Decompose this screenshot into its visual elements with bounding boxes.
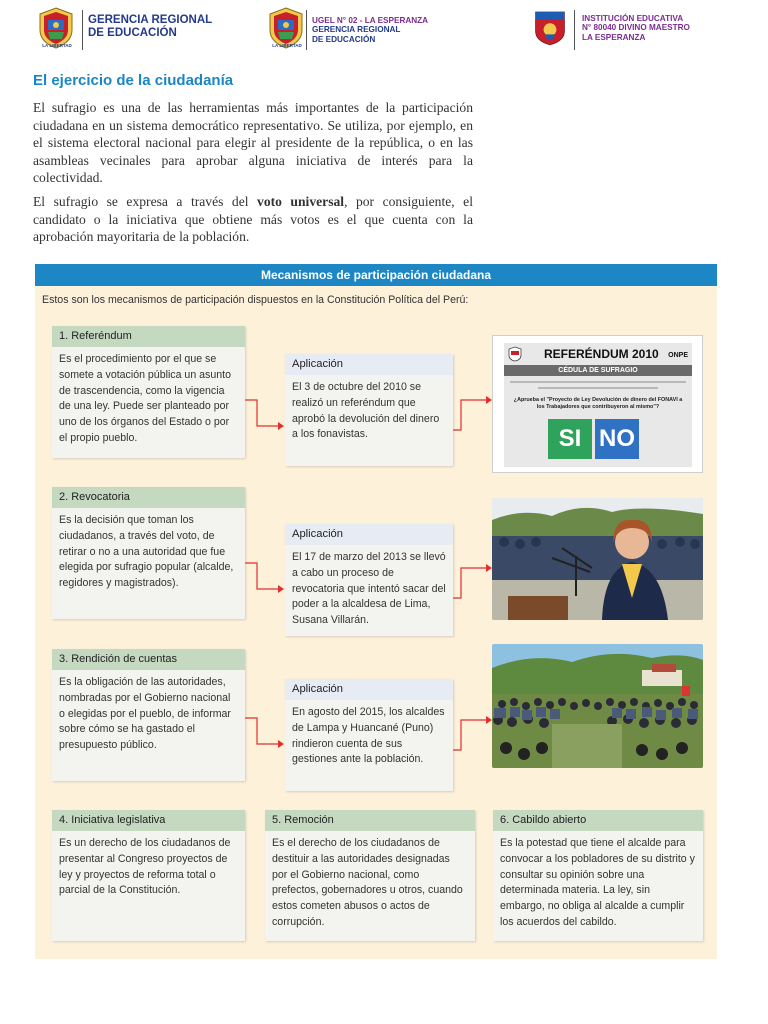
application-title: Aplicación — [285, 679, 453, 700]
referendum-ballot-image — [492, 335, 703, 473]
mechanism-card-cabildo — [493, 810, 703, 941]
panel-intro: Estos son los mecanismos de participación dispuestos en la Constitución Política del Perú: — [42, 294, 469, 306]
card-text: Es el derecho de los ciudadanos de destituir a las autoridades designadas por el Gobierno nacional, como prefectos, gobernadores u otros, cuando estos cometen abusos o actos de corrupción. — [272, 837, 463, 928]
header-gerencia-regional — [36, 6, 236, 54]
ballot-title: REFERÉNDUM 2010 — [544, 347, 659, 361]
card-text: Es la decisión que toman los ciudadanos, a través del voto, de retirar o no a una autoridad que fue elegida por sufragio popular (alcalde, regidores y magistrados). — [59, 514, 234, 590]
arrow-icon — [453, 712, 493, 756]
application-text: En agosto del 2015, los alcaldes de Lampa y Huancané (Puno) rindieron cuenta de sus gestiones ante la población. — [292, 706, 445, 766]
application-box-revocatoria — [285, 524, 453, 636]
application-text: El 17 de marzo del 2013 se llevó a cabo un proceso de revocatoria que intentó sacar del poder a la alcaldesa de Lima, Susana Villarán. — [292, 551, 446, 627]
bold-term: voto universal — [257, 194, 345, 209]
card-title: 2. Revocatoria — [52, 487, 245, 508]
header-line: LA ESPERANZA — [582, 32, 646, 42]
header-line: GERENCIA REGIONAL — [88, 14, 213, 26]
mechanisms-panel — [35, 264, 717, 959]
ballot-sheet — [504, 343, 692, 467]
intro-paragraph — [33, 193, 473, 246]
header-divider — [82, 10, 83, 50]
section-title: El ejercicio de la ciudadanía — [33, 72, 234, 89]
header-title — [582, 14, 690, 42]
header-line: N° 80040 DIVINO MAESTRO — [582, 23, 690, 33]
card-text: Es un derecho de los ciudadanos de presentar al Congreso proyectos de ley y proyectos de reforma total o parcial de la Constitución. — [59, 837, 231, 897]
card-text: Es el procedimiento por el que se somete a votación pública un asunto de trascendencia, como la vigencia de una ley. Puede ser planteado por uno de los órganos del Estado o por el propio pueblo. — [59, 353, 231, 444]
header-ugel — [266, 6, 476, 54]
application-title: Aplicación — [285, 524, 453, 545]
panel-title: Mecanismos de participación ciudadana — [35, 264, 717, 286]
header-institucion — [534, 6, 734, 54]
arrow-icon — [453, 560, 493, 604]
ballot-no-option: NO — [595, 419, 639, 459]
card-title: 4. Iniciativa legislativa — [52, 810, 245, 831]
mayor-speech-photo — [492, 498, 703, 620]
public-assembly-photo — [492, 644, 703, 768]
mechanism-card-referendum — [52, 326, 245, 458]
application-title: Aplicación — [285, 354, 453, 375]
intro-paragraph: El sufragio es una de las herramientas más importantes de la participación ciudadana en un sistema democrático representativo. Se utiliza, por ejemplo, en el sistema electoral nacional para elegir al presidente de la república, o en las asambleas vecinales para aprobar alguna iniciativa de interés para la colectividad. — [33, 100, 473, 185]
paragraph-text: El sufragio se expresa a través del — [33, 194, 258, 209]
ballot-line — [510, 381, 686, 383]
application-box-rendicion — [285, 679, 453, 791]
onpe-logo: ONPE — [668, 352, 688, 359]
header-line: GERENCIA REGIONAL — [312, 25, 401, 35]
school-shield-icon — [534, 8, 566, 48]
application-text: El 3 de octubre del 2010 se realizó un referéndum que aprobó la devolución del dinero a los fonavistas. — [292, 381, 440, 441]
logo-caption: LA LIBERTAD — [272, 43, 302, 48]
ballot-line — [538, 387, 658, 389]
arrow-icon — [245, 714, 285, 754]
application-box-referendum — [285, 354, 453, 466]
header-divider — [306, 10, 307, 50]
mechanism-card-rendicion — [52, 649, 245, 781]
arrow-icon — [245, 559, 285, 599]
peru-crest-icon — [508, 346, 522, 362]
arrow-icon — [453, 392, 493, 436]
card-text: Es la obligación de las autoridades, nombradas por el Gobierno nacional o elegidas por el pueblo, de informar sobre cómo se ha gastado el presupuesto público. — [59, 676, 231, 752]
ballot-yes-option: SI — [548, 419, 592, 459]
card-title: 1. Referéndum — [52, 326, 245, 347]
logo-caption: LA LIBERTAD — [42, 43, 72, 48]
arrow-icon — [245, 396, 285, 436]
mechanism-card-iniciativa — [52, 810, 245, 941]
header-line: DE EDUCACIÓN — [88, 27, 177, 40]
card-title: 6. Cabildo abierto — [493, 810, 703, 831]
mechanism-card-remocion — [265, 810, 475, 941]
page-header — [0, 6, 768, 54]
header-divider — [574, 10, 575, 50]
header-line: UGEL N° 02 - LA ESPERANZA — [312, 16, 429, 25]
card-title: 5. Remoción — [265, 810, 475, 831]
ballot-header: CÉDULA DE SUFRAGIO — [504, 365, 692, 376]
mechanism-card-revocatoria — [52, 487, 245, 619]
card-title: 3. Rendición de cuentas — [52, 649, 245, 670]
card-text: Es la potestad que tiene el alcalde para convocar a los pobladores de su distrito y consultar su opinión sobre una determinada materia. La ley, sin embargo, no obliga al alcalde a cumplir los acuerdos del cabildo. — [500, 837, 695, 928]
ballot-question: ¿Aprueba el "Proyecto de Ley Devolución de dinero del FONAVI a los Trabajadores que contribuyeron al mismo"? — [513, 397, 683, 410]
header-title — [312, 16, 428, 44]
paragraph-text: , por consiguiente, el candidato o la iniciativa que obtiene más votos es el que cuenta con la aprobación mayoritaria de la población. — [33, 194, 473, 244]
header-line: INSTITUCIÓN EDUCATIVA — [582, 14, 684, 23]
header-line: DE EDUCACIÓN — [312, 34, 376, 44]
header-title — [88, 14, 212, 40]
